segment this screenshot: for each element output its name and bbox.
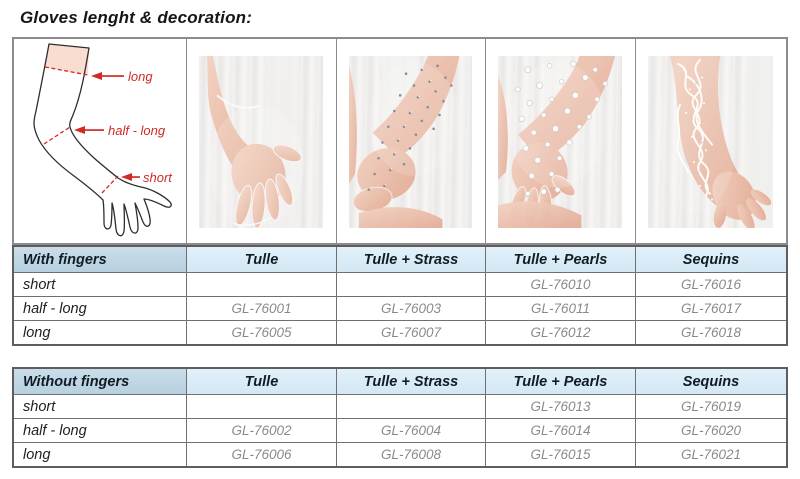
header-cell-without-fingers: Without fingers bbox=[14, 369, 186, 394]
header-cell-tulle-strass: Tulle + Strass bbox=[336, 247, 485, 272]
half-long-arrow-icon bbox=[74, 126, 104, 134]
row-label: half - long bbox=[23, 422, 87, 439]
header-cell-tulle-strass: Tulle + Strass bbox=[336, 369, 485, 394]
code-cell: GL-76008 bbox=[336, 443, 485, 466]
length-label-short: short bbox=[143, 170, 172, 185]
code-cell: GL-76004 bbox=[336, 419, 485, 442]
header-cell-tulle-pearls: Tulle + Pearls bbox=[485, 247, 635, 272]
photo-cell-tulle-strass bbox=[336, 39, 485, 243]
code-cell: GL-76002 bbox=[186, 419, 336, 442]
code-cell: GL-76007 bbox=[336, 321, 485, 344]
code-cell: GL-76019 bbox=[635, 395, 786, 418]
table-row bbox=[14, 320, 786, 344]
short-arrow-icon bbox=[121, 173, 140, 181]
table-row bbox=[14, 296, 786, 320]
code-cell: GL-76001 bbox=[186, 297, 336, 320]
sequins-glove-photo bbox=[648, 56, 773, 228]
product-image-grid bbox=[12, 37, 788, 245]
table-row bbox=[14, 442, 786, 466]
code-cell: GL-76006 bbox=[186, 443, 336, 466]
length-label-long: long bbox=[128, 69, 153, 84]
code-cell bbox=[336, 395, 485, 418]
code-cell bbox=[186, 273, 336, 296]
header-cell-tulle-pearls: Tulle + Pearls bbox=[485, 369, 635, 394]
code-cell: GL-76003 bbox=[336, 297, 485, 320]
row-label: short bbox=[23, 276, 56, 293]
table-row bbox=[14, 272, 786, 296]
row-label: long bbox=[23, 446, 51, 463]
code-cell bbox=[186, 395, 336, 418]
photo-cell-tulle-pearls bbox=[485, 39, 635, 243]
code-cell: GL-76020 bbox=[635, 419, 786, 442]
tulle-pearls-glove-photo bbox=[498, 56, 622, 228]
photo-cell-tulle bbox=[186, 39, 336, 243]
code-cell: GL-76011 bbox=[485, 297, 635, 320]
header-cell-tulle: Tulle bbox=[186, 247, 336, 272]
code-cell: GL-76015 bbox=[485, 443, 635, 466]
row-label: half - long bbox=[23, 300, 87, 317]
code-cell: GL-76021 bbox=[635, 443, 786, 466]
header-cell-sequins: Sequins bbox=[635, 369, 786, 394]
row-label: short bbox=[23, 398, 56, 415]
table-with-fingers bbox=[12, 245, 788, 346]
table-row bbox=[14, 394, 786, 418]
code-cell bbox=[336, 273, 485, 296]
header-cell-with-fingers: With fingers bbox=[14, 247, 186, 272]
glove-length-diagram bbox=[14, 39, 186, 243]
code-cell: GL-76014 bbox=[485, 419, 635, 442]
table-without-fingers bbox=[12, 367, 788, 468]
code-cell: GL-76018 bbox=[635, 321, 786, 344]
long-arrow-icon bbox=[91, 72, 124, 80]
length-label-half-long: half - long bbox=[108, 123, 166, 138]
code-cell: GL-76010 bbox=[485, 273, 635, 296]
page-title: Gloves lenght & decoration: bbox=[20, 8, 253, 27]
table-row bbox=[14, 418, 786, 442]
photo-cell-sequins bbox=[635, 39, 786, 243]
code-cell: GL-76013 bbox=[485, 395, 635, 418]
table-header-row bbox=[14, 369, 786, 394]
tulle-strass-glove-photo bbox=[349, 56, 472, 228]
code-cell: GL-76017 bbox=[635, 297, 786, 320]
row-label: long bbox=[23, 324, 51, 341]
header-cell-sequins: Sequins bbox=[635, 247, 786, 272]
table-header-row bbox=[14, 247, 786, 272]
code-cell: GL-76012 bbox=[485, 321, 635, 344]
tulle-glove-photo bbox=[199, 56, 323, 228]
header-cell-tulle: Tulle bbox=[186, 369, 336, 394]
code-cell: GL-76016 bbox=[635, 273, 786, 296]
code-cell: GL-76005 bbox=[186, 321, 336, 344]
